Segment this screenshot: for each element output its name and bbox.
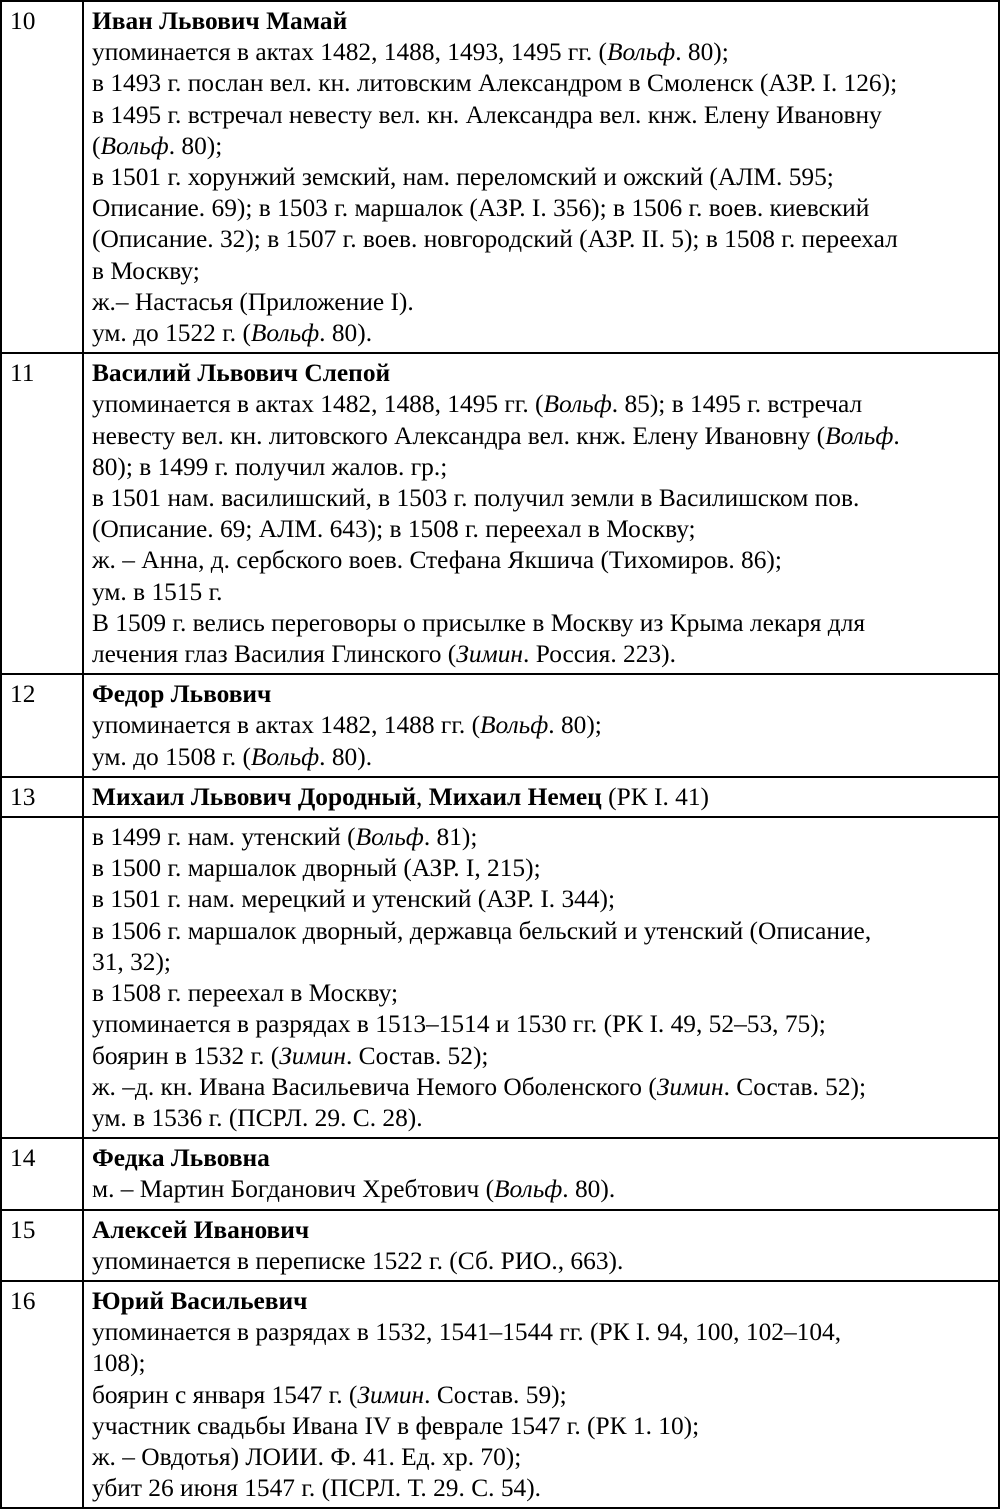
- text-segment: . 80).: [319, 319, 373, 348]
- entry-line: [92, 421, 992, 452]
- entry-line: [92, 1009, 992, 1040]
- source-author: Вольф: [480, 711, 549, 740]
- entry-line: [92, 710, 992, 741]
- entry-details: [83, 817, 999, 1138]
- entry-line: [92, 947, 992, 978]
- entry-line: [92, 389, 992, 420]
- text-segment: ум. до 1522 г. (: [92, 319, 251, 348]
- text-segment: . 80).: [562, 1175, 616, 1204]
- text-segment: . Состав. 59);: [424, 1380, 567, 1409]
- text-segment: в 1501 г. хорунжий земский, нам. переломский и ожский (АЛМ. 595;: [92, 163, 834, 192]
- table-row: [1, 817, 999, 1138]
- entry-number: 14: [1, 1138, 83, 1209]
- text-segment: упоминается в разрядах в 1513–1514 и 1530 гг. (РК I. 49, 52–53, 75);: [92, 1010, 826, 1039]
- table-row: [1, 674, 999, 777]
- person-name-line: [92, 782, 992, 813]
- entry-number: 11: [1, 353, 83, 674]
- entry-line: [92, 287, 992, 318]
- text-segment: участник свадьбы Ивана IV в феврале 1547 г. (РК 1. 10);: [92, 1411, 700, 1440]
- text-segment: . 80);: [168, 131, 223, 160]
- text-segment: . 80);: [675, 38, 729, 67]
- text-segment: в 1508 г. переехал в Москву;: [92, 979, 399, 1008]
- entry-line: [92, 514, 992, 545]
- entry-details: [83, 1281, 999, 1508]
- entry-number: 15: [1, 1210, 83, 1281]
- text-segment: В 1509 г. велись переговоры о присылке в Москву из Крыма лекаря для: [92, 608, 866, 637]
- text-segment: . 80).: [319, 742, 373, 771]
- person-name: Юрий Васильевич: [92, 1286, 308, 1315]
- entry-line: [92, 1317, 992, 1348]
- text-segment: упоминается в актах 1482, 1488 гг. (: [92, 711, 481, 740]
- source-author: Вольф: [606, 38, 676, 67]
- source-author: Зимин: [357, 1380, 425, 1409]
- entry-line: [92, 577, 992, 608]
- source-author: Зимин: [456, 640, 524, 669]
- entry-line: [92, 256, 992, 287]
- source-author: Зимин: [656, 1072, 724, 1101]
- text-segment: упоминается в переписке 1522 г. (Сб. РИО., 663).: [92, 1246, 624, 1275]
- entry-line: [92, 483, 992, 514]
- text-segment: в 1501 нам. василишский, в 1503 г. получил земли в Василишском пов.: [92, 484, 860, 513]
- entry-line: [92, 1072, 992, 1103]
- text-segment: упоминается в разрядах в 1532, 1541–1544 гг. (РК I. 94, 100, 102–104,: [92, 1318, 842, 1347]
- entry-number: 13: [1, 777, 83, 817]
- entry-line: [92, 1103, 992, 1134]
- person-name: Федка Львовна: [92, 1144, 270, 1173]
- text-segment: Описание. 69); в 1503 г. маршалок (АЗР. I. 356); в 1506 г. воев. киевский: [92, 194, 870, 223]
- entry-number: 10: [1, 1, 83, 353]
- text-segment: ж. –д. кн. Ивана Васильевича Немого Оболенского (: [92, 1072, 657, 1101]
- text-segment: 108);: [92, 1349, 146, 1378]
- person-name: Федор Львович: [92, 680, 272, 709]
- text-segment: ж.– Настасья (Приложение I).: [92, 287, 414, 316]
- text-segment: в 1501 г. нам. мерецкий и утенский (АЗР. I. 344);: [92, 885, 616, 914]
- text-segment: упоминается в актах 1482, 1488, 1495 гг. (: [92, 390, 544, 419]
- text-segment: 80); в 1499 г. получил жалов. гр.;: [92, 452, 448, 481]
- entry-line: [92, 224, 992, 255]
- text-segment: упоминается в актах 1482, 1488, 1493, 1495 гг. (: [92, 38, 607, 67]
- text-segment: в 1506 г. маршалок дворный, державца бельский и утенский (Описание,: [92, 916, 872, 945]
- text-segment: боярин с января 1547 г. (: [92, 1380, 358, 1409]
- text-segment: 31, 32);: [92, 947, 171, 976]
- entry-line: [92, 978, 992, 1009]
- source-author: Вольф: [250, 319, 320, 348]
- entry-details: [83, 1, 999, 353]
- entry-line: [92, 37, 992, 68]
- person-name: Василий Львович Слепой: [92, 359, 391, 388]
- entry-line: [92, 639, 992, 670]
- text-segment: м. – Мартин Богданович Хребтович (: [92, 1175, 495, 1204]
- entry-line: [92, 68, 992, 99]
- text-segment: лечения глаз Василия Глинского (: [92, 640, 457, 669]
- entry-details: [83, 1210, 999, 1281]
- entry-line: [92, 162, 992, 193]
- entry-line: [92, 545, 992, 576]
- source-author: Вольф: [825, 421, 894, 450]
- entry-details: [83, 1138, 999, 1209]
- text-segment: ум. в 1536 г. (ПСРЛ. 29. С. 28).: [92, 1103, 423, 1132]
- text-segment: (РК I. 41): [601, 782, 710, 811]
- entry-line: [92, 1174, 992, 1205]
- entry-details: [83, 353, 999, 674]
- entry-line: [92, 608, 992, 639]
- text-segment: ж. – Овдотья) ЛОИИ. Ф. 41. Ед. хр. 70);: [92, 1442, 522, 1471]
- text-segment: в 1495 г. встречал невесту вел. кн. Александра вел. кнж. Елену Ивановну: [92, 100, 882, 129]
- source-author: Вольф: [250, 742, 320, 771]
- text-segment: невесту вел. кн. литовского Александра вел. кнж. Елену Ивановну (: [92, 421, 826, 450]
- table-row: [1, 1138, 999, 1209]
- text-segment: убит 26 июня 1547 г. (ПСРЛ. Т. 29. С. 54).: [92, 1474, 542, 1503]
- entry-line: [92, 1348, 992, 1379]
- entry-line: [92, 884, 992, 915]
- entry-number: 16: [1, 1281, 83, 1508]
- entry-line: [92, 1041, 992, 1072]
- text-segment: . 81);: [423, 823, 478, 852]
- entry-line: [92, 318, 992, 349]
- entry-line: [92, 1411, 992, 1442]
- entry-line: [92, 1380, 992, 1411]
- source-author: Вольф: [355, 823, 424, 852]
- person-name: Иван Львович Мамай: [92, 7, 348, 35]
- table-row: [1, 353, 999, 674]
- entry-line: [92, 193, 992, 224]
- text-segment: (Описание. 32); в 1507 г. воев. новгородский (АЗР. II. 5); в 1508 г. переехал: [92, 225, 898, 254]
- text-segment: . 80);: [548, 711, 602, 740]
- entry-line: [92, 452, 992, 483]
- entry-line: [92, 853, 992, 884]
- text-segment: .: [893, 421, 900, 450]
- entry-details: [83, 674, 999, 777]
- table-row: [1, 777, 999, 817]
- text-segment: в 1493 г. послан вел. кн. литовским Александром в Смоленск (АЗР. I. 126);: [92, 69, 898, 98]
- table-row: [1, 1210, 999, 1281]
- text-segment: боярин в 1532 г. (: [92, 1041, 280, 1070]
- entry-line: [92, 916, 992, 947]
- text-segment: (: [92, 131, 101, 160]
- person-name: Михаил Немец: [428, 782, 602, 811]
- text-segment: . Состав. 52);: [345, 1041, 489, 1070]
- entry-line: [92, 1246, 992, 1277]
- source-author: Вольф: [543, 390, 612, 419]
- text-segment: ум. в 1515 г.: [92, 577, 223, 606]
- text-segment: ,: [416, 782, 429, 811]
- text-segment: в Москву;: [92, 256, 200, 285]
- text-segment: ум. до 1508 г. (: [92, 742, 251, 771]
- source-author: Вольф: [100, 131, 169, 160]
- text-segment: ж. – Анна, д. сербского воев. Стефана Якшича (Тихомиров. 86);: [92, 546, 782, 575]
- table-row: [1, 1281, 999, 1508]
- entry-line: [92, 1473, 992, 1504]
- entry-number: [1, 817, 83, 1138]
- entry-line: [92, 822, 992, 853]
- table-body: [1, 1, 999, 1508]
- text-segment: (Описание. 69; АЛМ. 643); в 1508 г. переехал в Москву;: [92, 515, 696, 544]
- text-segment: в 1499 г. нам. утенский (: [92, 823, 356, 852]
- entry-number: 12: [1, 674, 83, 777]
- entry-line: [92, 100, 992, 131]
- person-name: Михаил Львович Дородный: [92, 782, 417, 811]
- person-name: Алексей Иванович: [92, 1215, 310, 1244]
- text-segment: . Россия. 223).: [523, 640, 676, 669]
- text-segment: . Состав. 52);: [723, 1072, 867, 1101]
- text-segment: в 1500 г. маршалок дворный (АЗР. I, 215);: [92, 854, 541, 883]
- entry-line: [92, 1442, 992, 1473]
- entry-line: [92, 131, 992, 162]
- source-author: Зимин: [279, 1041, 346, 1070]
- table-row: [1, 1, 999, 353]
- entry-line: [92, 742, 992, 773]
- entry-details: [83, 777, 999, 817]
- source-author: Вольф: [494, 1175, 563, 1204]
- text-segment: . 85); в 1495 г. встречал: [611, 390, 863, 419]
